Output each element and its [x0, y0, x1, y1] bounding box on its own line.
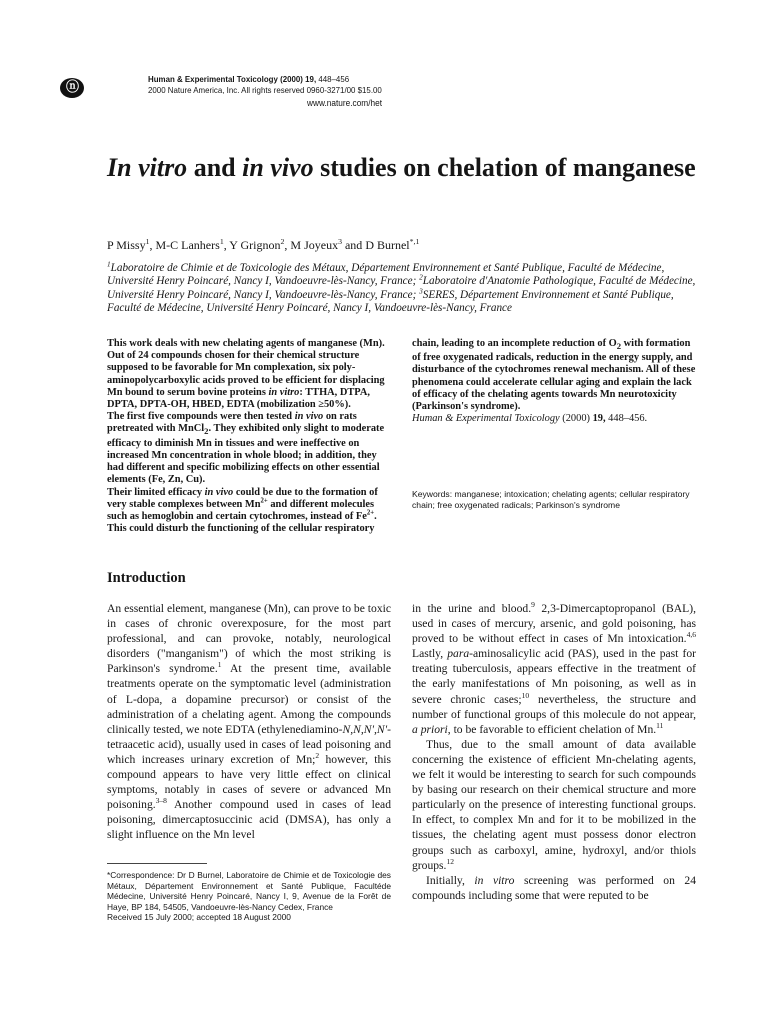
author: P Missy: [107, 238, 146, 252]
intro-paragraph: Initially, in vitro screening was performed on 24 compounds including some that were reputed to be: [412, 873, 697, 902]
keywords-label: Keywords:: [412, 489, 453, 499]
abstract-paragraph: Out of 24 compounds chosen for their chemical structure supposed to be favorable for Mn complexation, six poly-aminopolycarboxylic acids proved to be efficient for displacing Mn bound to serum bovine proteins in vitro: TTHA, DTPA, DPTA, DPTA-OH, HBED, EDTA (mobilization ≥50%).: [107, 350, 385, 411]
author: M Joyeux: [290, 238, 339, 252]
copyright-line: 2000 Nature America, Inc. All rights reserved 0960-3271/00 $15.00: [148, 84, 382, 95]
journal-pages: 448–456: [318, 74, 350, 84]
intro-left-column: [107, 601, 391, 843]
abstract-paragraph: This work deals with new chelating agents of manganese (Mn).: [107, 338, 385, 349]
article-title: In vitro and in vivo studies on chelation of manganese: [107, 153, 696, 182]
correspondence-footnote: [107, 870, 391, 923]
keywords: [412, 489, 699, 511]
section-heading-introduction: Introduction: [107, 570, 186, 586]
intro-right-column: [412, 601, 696, 903]
abstract-paragraph-continued: chain, leading to an incomplete reduction of $O_2$ with formation of free oxygenated radicals, reduction in the energy supply, and disturbance of the cytochromes renewal mechanism. All of these phenomena could accelerate cellular aging and explain the lack of efficacy of the chelating agents towards Mn neurotoxicity (Parkinson's syndrome).: [412, 338, 696, 413]
received-date: Received 15 July 2000; accepted 18 August 2000: [107, 912, 291, 923]
abstract-left-column: [107, 338, 392, 535]
footnote-divider: [107, 863, 207, 864]
affiliations: $^1$Laboratoire de Chimie et de Toxicologie des Métaux, Département Environnement et Santé Publique, Faculté de Médecine, Université Henry Poincaré, Nancy I, Vandoeuvre-lès-Nancy, France; $^2$Laboratoire d'Anatomie Pathologique, Faculté de Médecine, Université Henry Poincaré, Nancy I, Vandoeuvre-lès-Nancy, France; $^3$SERES, Département Environnement et Santé Publique, Faculté de Médecine, Université Henry Poincaré, Nancy I, Vandoeuvre-lès-Nancy, France: [107, 260, 696, 315]
author: Y Grignon: [229, 238, 281, 252]
journal-title: Human & Experimental Toxicology (2000): [148, 74, 303, 84]
author-list: P Missy$^1$, M-C Lanhers$^1$, Y Grignon$^2$, M Joyeux$^3$ and D Burnel$^{*,1}$: [107, 237, 420, 252]
author: D Burnel: [365, 238, 410, 252]
intro-paragraph: Thus, due to the small amount of data available concerning the existence of efficient Mn-chelating agents, we felt it would be interesting to search for such compounds by basing our research on their chemical structure and more particularly on the presence of interesting functional groups. In effect, to complex Mn and for it to be mobilized in the tissues, the chelating agent must possess donor electron groups such as carboxyl, amine, hydroxyl, and/or thiols groups.$^{12}$: [412, 737, 696, 872]
correspondence-text: *Correspondence: Dr D Burnel, Laboratoire de Chimie et de Toxicologie des Métaux, Département Environnement et Santé Publique, Facultéde Médecine, Université Henry Poincaré, Nancy I, 9, Avenue de la Forêt de Haye, BP 184, 54505, Vandoeuvre-lès-Nancy Cedex, France: [107, 870, 391, 912]
abstract-paragraph: The first five compounds were then tested in vivo on rats pretreated with MnCl$_2$. They exhibited only slight to moderate efficacy to diminish Mn in tissues and were ineffective on increased Mn concentration in whole blood; in addition, they had different and specific mobilizing effects on other essential elements (Fe, Zn, Cu).: [107, 411, 385, 486]
journal-header: [148, 74, 439, 95]
journal-volume: 19,: [305, 74, 317, 84]
intro-paragraph: An essential element, manganese (Mn), can prove to be toxic in cases of chronic overexposure, for the most part professional, and can provoke, notably, neurological disorders ("manganism") of which the most striking is Parkinson's syndrome.$^1$ At the present time, available treatments operate on the symptomatic level (administration of L-dopa, a dopamine precursor) or consist of the administration of a chelating agent. Among the compounds clinically tested, we note EDTA (ethylenediamino-N,N,N',N'-tetraacetic acid), usually used in cases of lead poisoning and which increases urinary excretion of Mn;$^2$ however, this compound appears to have very little effect on clinical symptoms, notably in cases of severe or advanced Mn poisoning.$^{3-8}$ Another compound used in cases of lead poisoning, dimercaptosuccinic acid (DMSA), has only a slight influence on the Mn level: [107, 602, 391, 842]
abstract-citation: Human & Experimental Toxicology (2000) 19, 448–456.: [412, 413, 648, 425]
abstract-right-column: [412, 338, 699, 426]
keywords-text: manganese; intoxication; chelating agents; cellular respiratory chain; free oxygenated radicals; Parkinson's syndrome: [412, 489, 690, 510]
author: M-C Lanhers: [155, 238, 220, 252]
journal-url[interactable]: www.nature.com/het: [307, 98, 383, 108]
publisher-logo: ⓝ: [60, 78, 84, 98]
abstract-paragraph: Their limited efficacy in vivo could be due to the formation of very stable complexes between $Mn^{2+}$ and different molecules such as hemoglobin and certain cytochromes, instead of $Fe^{2+}$. This could disturb the functioning of the cellular respiratory: [107, 486, 378, 535]
intro-paragraph: in the urine and blood.$^9$ 2,3-Dimercaptopropanol (BAL), used in cases of mercury, arsenic, and gold poisoning, has proved to be without effect in cases of Mn intoxication.$^{4,6}$ Lastly, para-aminosalicylic acid (PAS), used in the past for treating tuberculosis, appears effective in the treatment of the early manifestations of Mn poisoning, as well as in severe chronic cases;$^{10}$ nevertheless, the structure and number of functional groups of this molecule do not appear, a priori, to be favorable to efficient chelation of Mn.$^{11}$: [412, 600, 696, 736]
